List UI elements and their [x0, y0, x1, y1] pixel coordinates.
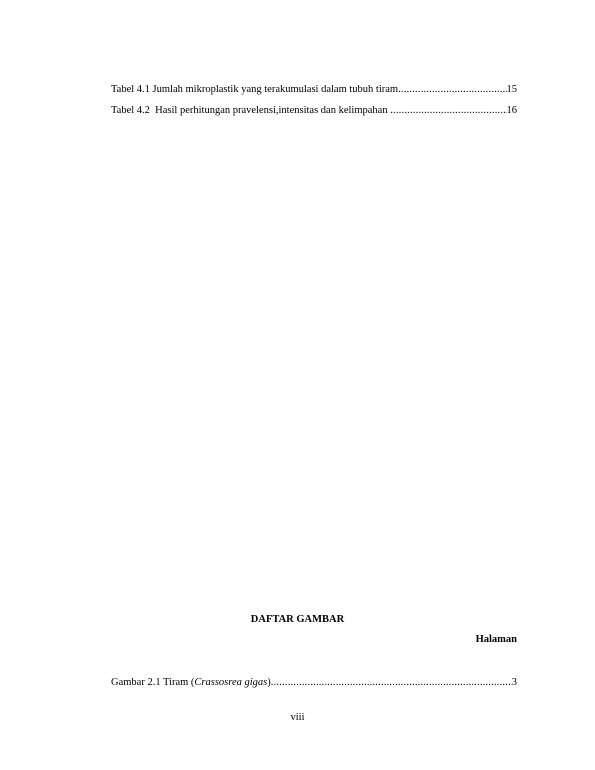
table-entry-label: Tabel 4.2 Hasil perhitungan pravelensi,intensitas dan kelimpahan — [111, 105, 391, 116]
figure-entry-species-name: Crassosrea gigas — [194, 677, 268, 688]
table-entry-page: 16 — [506, 105, 517, 116]
page-number: viii — [290, 712, 305, 723]
table-list-entry-4-2 — [111, 104, 517, 117]
figure-entry-label — [111, 676, 271, 689]
figure-entry-label-suffix: ) — [267, 677, 271, 688]
section-heading-daftar-gambar: DAFTAR GAMBAR — [250, 614, 345, 625]
table-entry-page: 15 — [506, 84, 517, 95]
dot-leader — [271, 676, 512, 689]
figure-list-entry-2-1 — [111, 676, 517, 689]
page-column-label: Halaman — [475, 634, 517, 645]
table-entry-label: Tabel 4.1 Jumlah mikroplastik yang terakumulasi dalam tubuh tiram — [111, 84, 399, 95]
table-list-entry-4-1 — [111, 83, 517, 96]
dot-leader — [390, 104, 506, 117]
figure-entry-page: 3 — [511, 677, 517, 688]
figure-entry-label-prefix: Gambar 2.1 Tiram ( — [111, 677, 195, 688]
dot-leader — [398, 83, 506, 96]
